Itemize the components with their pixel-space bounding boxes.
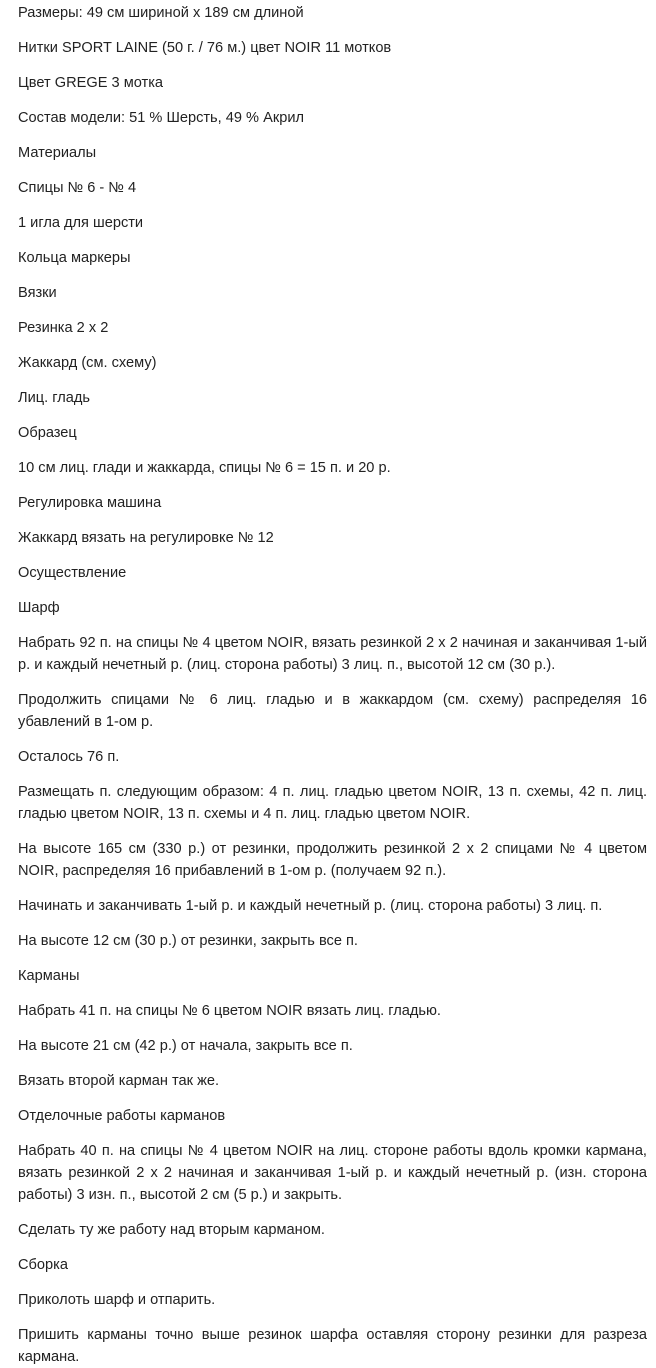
paragraph: Приколоть шарф и отпарить. — [18, 1292, 216, 1308]
document-body — [0, 2, 656, 1368]
paragraph: Жаккард (см. схему) — [18, 355, 157, 371]
section-heading: Карманы — [18, 968, 80, 984]
paragraph: Состав модели: 51 % Шерсть, 49 % Акрил — [18, 110, 304, 126]
paragraph: Размещать п. следующим образом: 4 п. лиц. гладью цветом NOIR, 13 п. схемы, 42 п. лиц. гладью цветом NOIR, 13 п. схемы и 4 п. лиц. гладью цветом NOIR. — [18, 784, 647, 822]
section-heading: Осуществление — [18, 565, 127, 581]
paragraph: На высоте 165 см (330 р.) от резинки, продолжить резинкой 2 х 2 спицами № 4 цветом NOIR, распределяя 16 прибавлений в 1-ом р. (получаем 92 п.). — [18, 841, 647, 879]
section-heading: Шарф — [18, 600, 60, 616]
paragraph: 1 игла для шерсти — [18, 215, 144, 231]
paragraph: Осталось 76 п. — [18, 749, 120, 765]
section-heading: Вязки — [18, 285, 57, 301]
paragraph: Вязать второй карман так же. — [18, 1073, 220, 1089]
paragraph: На высоте 21 см (42 р.) от начала, закрыть все п. — [18, 1038, 353, 1054]
paragraph: Цвет GREGE 3 мотка — [18, 75, 164, 91]
section-heading: Материалы — [18, 145, 97, 161]
paragraph: Сделать ту же работу над вторым карманом. — [18, 1222, 325, 1238]
paragraph: Набрать 40 п. на спицы № 4 цветом NOIR на лиц. стороне работы вдоль кромки кармана, вязать резинкой 2 х 2 начиная и заканчивая 1-ый р. и каждый нечетный р. (изн. сторона работы) 3 изн. п., высотой 2 см (5 р.) и закрыть. — [18, 1143, 647, 1203]
section-heading: Образец — [18, 425, 77, 441]
paragraph: Продолжить спицами № 6 лиц. гладью и в жаккардом (см. схему) распределяя 16 убавлений в 1-ом р. — [18, 692, 647, 730]
paragraph: Жаккард вязать на регулировке № 12 — [18, 530, 274, 546]
paragraph: Пришить карманы точно выше резинок шарфа оставляя сторону резинки для разреза кармана. — [18, 1327, 647, 1365]
paragraph: Спицы № 6 - № 4 — [18, 180, 137, 196]
paragraph: На высоте 12 см (30 р.) от резинки, закрыть все п. — [18, 933, 358, 949]
paragraph: Лиц. гладь — [18, 390, 90, 406]
paragraph: Резинка 2 х 2 — [18, 320, 109, 336]
section-heading: Отделочные работы карманов — [18, 1108, 226, 1124]
section-heading: Регулировка машина — [18, 495, 162, 511]
paragraph: Набрать 92 п. на спицы № 4 цветом NOIR, вязать резинкой 2 х 2 начиная и заканчивая 1-ый р. и каждый нечетный р. (лиц. сторона работы) 3 лиц. п., высотой 12 см (30 р.). — [18, 635, 647, 673]
paragraph: Размеры: 49 см шириной х 189 см длиной — [18, 5, 304, 21]
paragraph: 10 см лиц. глади и жаккарда, спицы № 6 = 15 п. и 20 р. — [18, 460, 391, 476]
paragraph: Кольца маркеры — [18, 250, 131, 266]
section-heading: Сборка — [18, 1257, 68, 1273]
paragraph: Набрать 41 п. на спицы № 6 цветом NOIR вязать лиц. гладью. — [18, 1003, 441, 1019]
paragraph: Нитки SPORT LAINE (50 г. / 76 м.) цвет NOIR 11 мотков — [18, 40, 392, 56]
paragraph: Начинать и заканчивать 1-ый р. и каждый нечетный р. (лиц. сторона работы) 3 лиц. п. — [18, 898, 603, 914]
